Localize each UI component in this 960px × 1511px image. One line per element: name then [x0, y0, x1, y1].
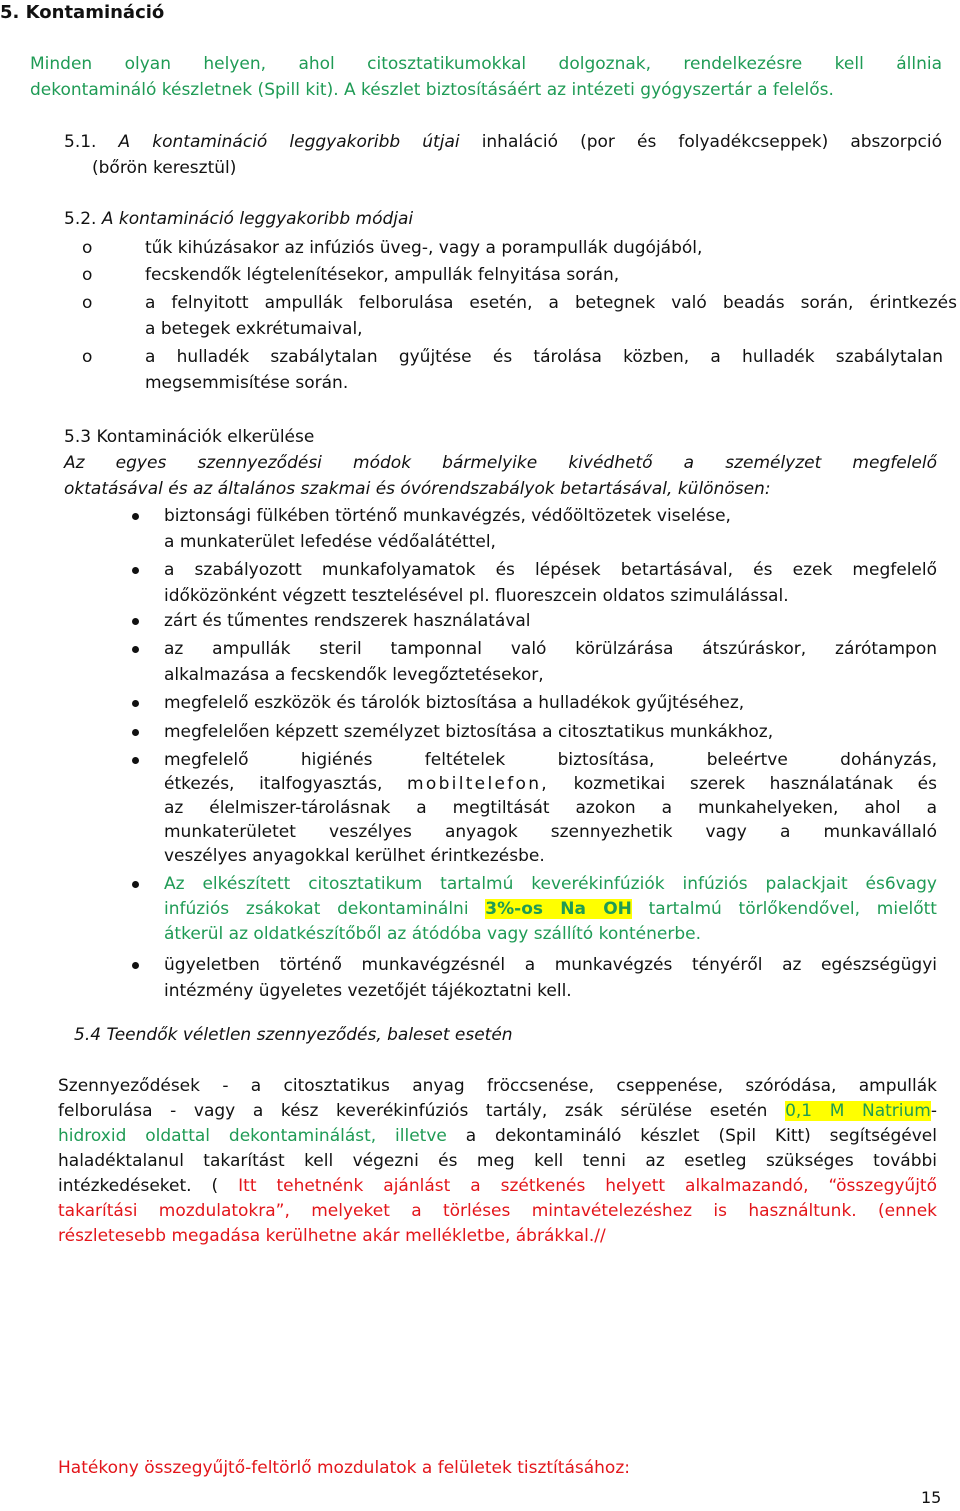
bullet-text-continuation: az élelmiszer-tárolásnak a megtiltását azokon a munkahelyeken, ahol a	[164, 798, 937, 818]
bullet-text: biztonsági fülkében történő munkavégzés, védőöltözetek viselése,	[164, 506, 731, 526]
text-run: étkezés, italfogyasztás,	[164, 774, 383, 794]
highlighted-text: 0,1 M Natrium	[785, 1101, 931, 1121]
section-5-1-text: inhaláció (por és folyadékcseppek) abszorpció	[481, 132, 942, 152]
section-5-4-line-6: takarítási mozdulatokra”, melyeket a törléses mintavételezéshez is használtunk. (ennek	[58, 1201, 937, 1221]
list-item-continuation: a betegek exkrétumaival,	[145, 319, 363, 339]
text-run: intézkedéseket. (	[58, 1176, 219, 1196]
bullet-text: ügyeletben történő munkavégzésnél a munkavégzés tényéről az egészségügyi	[164, 955, 937, 975]
section-5-1-number: 5.1.	[64, 132, 97, 152]
list-item: tűk kihúzásakor az infúziós üveg-, vagy a porampullák dugójából,	[145, 238, 703, 258]
section-5-1-title: A kontamináció leggyakoribb útjai	[118, 132, 460, 152]
bullet-text: megfelelően képzett személyzet biztosítása a citosztatikus munkákhoz,	[164, 722, 774, 742]
list-marker: o	[82, 347, 93, 367]
list-marker: o	[82, 265, 93, 285]
list-item-continuation: megsemmisítése során.	[145, 373, 349, 393]
text-run: kozmetikai szerek használatának és	[573, 774, 938, 794]
section-5-4-line-1: Szennyeződések - a citosztatikus anyag fröccsenése, cseppenése, szóródása, ampullák	[58, 1076, 937, 1096]
text-run: infúziós zsákokat dekontaminálni	[164, 899, 469, 919]
bullet	[132, 700, 139, 707]
bullet-text-continuation: veszélyes anyagokkal kerülhet érintkezésbe.	[164, 846, 545, 866]
section-5-2-title-text: A kontamináció leggyakoribb módjai	[101, 209, 414, 229]
highlighted-text: 3%-os Na OH	[485, 899, 632, 919]
text-run: -	[930, 1101, 937, 1121]
section-5-3-intro-2: oktatásával és az általános szakmai és óvórendszabályok betartásával, különösen:	[64, 479, 771, 499]
footer-heading: Hatékony összegyűjtő-feltörlő mozdulatok a felületek tisztításához:	[58, 1458, 630, 1478]
list-marker: o	[82, 293, 93, 313]
list-item: a felnyitott ampullák felborulása esetén, a betegnek való beadás során, érintkezés	[145, 293, 957, 313]
bullet	[132, 757, 139, 764]
section-5-4-title: 5.4 Teendők véletlen szennyeződés, baleset esetén	[74, 1025, 513, 1045]
bullet-text: zárt és tűmentes rendszerek használatával	[164, 611, 531, 631]
section-5-1-line-2: (bőrön keresztül)	[92, 158, 237, 178]
bullet-text-continuation	[164, 773, 937, 795]
bullet-text-continuation: intézmény ügyeletes vezetőjét tájékoztatni kell.	[164, 981, 572, 1001]
bullet-text: az ampullák steril tamponnal való körülzárása átszúráskor, zárótampon	[164, 639, 937, 659]
section-5-4-line-5	[58, 1175, 937, 1197]
section-5-1-line-1	[64, 131, 942, 153]
page-number: 15	[921, 1488, 942, 1507]
bullet-text: megfelelő eszközök és tárolók biztosítása a hulladékok gyűjtéséhez,	[164, 693, 745, 713]
text-run: felborulása - vagy a kész keverékinfúziós tartály, zsák sérülése esetén	[58, 1101, 768, 1121]
bullet-text: a szabályozott munkafolyamatok és lépések betartásával, és ezek megfelelő	[164, 560, 937, 580]
bullet-text-continuation: munkaterületet veszélyes anyagok szennyezhetik vagy a munkavállaló	[164, 822, 937, 842]
bullet	[132, 646, 139, 653]
section-5-4-line-3	[58, 1125, 937, 1147]
bullet	[132, 567, 139, 574]
list-item: a hulladék szabálytalan gyűjtése és tárolása közben, a hulladék szabálytalan	[145, 347, 943, 367]
bullet-text: megfelelő higiénés feltételek biztosítása, beleértve dohányzás,	[164, 750, 937, 770]
bullet-text-continuation: a munkaterület lefedése védőalátéttel,	[164, 532, 496, 552]
intro-line-1: Minden olyan helyen, ahol citosztatikumokkal dolgoznak, rendelkezésre kell állnia	[30, 54, 942, 74]
section-5-2-number: 5.2.	[64, 209, 97, 229]
list-marker: o	[82, 238, 93, 258]
bullet-text-continuation: időközönként végzett tesztelésével pl. fluoreszcein oldatos szimulálással.	[164, 586, 789, 606]
bullet	[132, 618, 139, 625]
bullet-text-continuation	[164, 898, 937, 920]
text-run: a dekontamináló készlet (Spil Kitt) segítségével	[465, 1126, 937, 1146]
section-5-4-line-4: haladéktalanul takarítást kell végezni és meg kell tenni az esetleg szükséges további	[58, 1151, 937, 1171]
section-5-3-intro-1: Az egyes szennyeződési módok bármelyike kivédhető a személyzet megfelelő	[64, 453, 937, 473]
list-item: fecskendők légtelenítésekor, ampullák felnyitása során,	[145, 265, 620, 285]
bullet	[132, 881, 139, 888]
bullet	[132, 729, 139, 736]
bullet-text-continuation: alkalmazása a fecskendők levegőztetésekor,	[164, 665, 544, 685]
section-5-4-line-2	[58, 1100, 937, 1122]
section-5-4-line-7: részletesebb megadása kerülhetne akár mellékletbe, ábrákkal.//	[58, 1226, 606, 1246]
page-title: 5. Kontamináció	[0, 2, 165, 23]
text-run-green: hidroxid oldattal dekontaminálást, illetve	[58, 1126, 447, 1146]
bullet-text: Az elkészített citosztatikum tartalmú keverékinfúziók infúziós palackjait és6vagy	[164, 874, 937, 894]
bullet-text-continuation: átkerül az oldatkészítőből az átódóba vagy szállító konténerbe.	[164, 924, 702, 944]
text-run: tartalmú törlőkendővel, mielőtt	[648, 899, 937, 919]
text-run-spaced: mobiltelefon,	[407, 774, 549, 794]
section-5-2-title	[64, 208, 413, 230]
intro-line-2: dekontamináló készletnek (Spill kit). A készlet biztosításáért az intézeti gyógyszertár a felelős.	[30, 80, 834, 100]
text-run-red: Itt tehetnénk ajánlást a szétkenés helyett alkalmazandó, “összegyűjtő	[238, 1176, 937, 1196]
bullet	[132, 513, 139, 520]
section-5-3-title: 5.3 Kontaminációk elkerülése	[64, 427, 315, 447]
bullet	[132, 962, 139, 969]
